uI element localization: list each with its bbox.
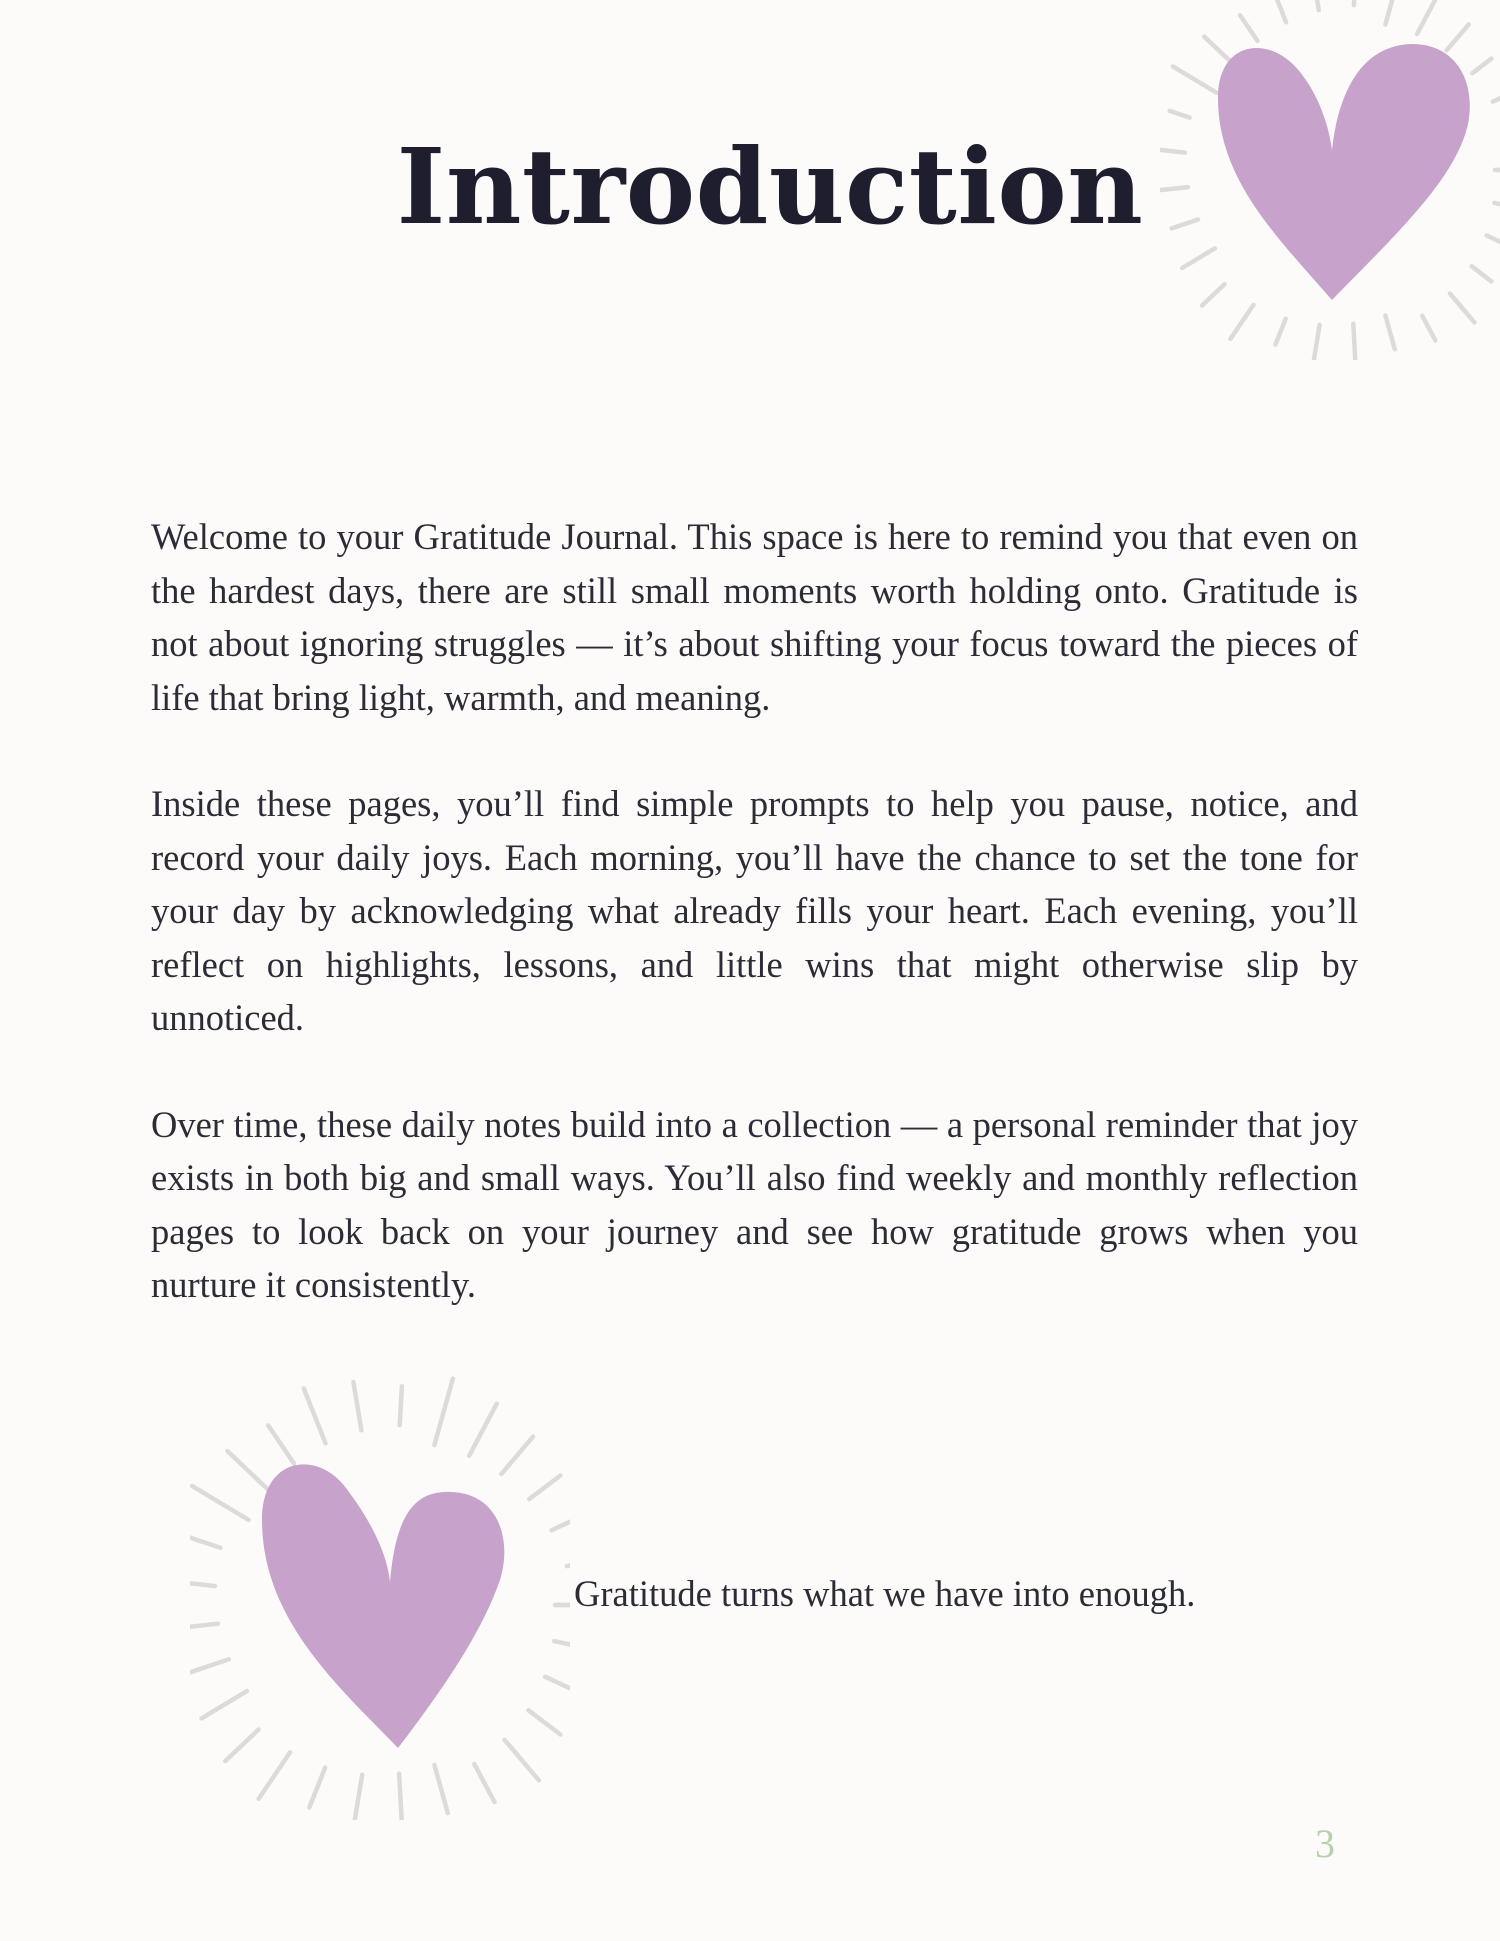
ray-line xyxy=(1353,324,1356,360)
ray-line xyxy=(353,1382,361,1430)
ray-line xyxy=(1202,284,1225,305)
ray-line xyxy=(1240,15,1257,41)
ray-line xyxy=(1354,0,1355,5)
ray-line xyxy=(1172,220,1199,229)
paragraph-1: Welcome to your Gratitude Journal. This space is here to remind you that even on the hardest days, there are still small moments worth holding onto. Gratitude is not about ignoring struggles — it’s about shifting your focus toward the pieces of life that bring light, warmth, and meaning. xyxy=(151,516,1358,718)
ray-line xyxy=(545,1677,570,1698)
ray-line xyxy=(225,1730,258,1762)
ray-line xyxy=(554,1641,570,1654)
ray-line xyxy=(1182,248,1215,268)
ray-line xyxy=(1450,294,1475,323)
ray-line xyxy=(529,1476,560,1500)
ray-line xyxy=(1314,325,1320,360)
heart-shape xyxy=(262,1464,504,1748)
heart-icon xyxy=(190,1370,570,1820)
ray-line xyxy=(304,1389,326,1444)
ray-line xyxy=(1493,86,1500,102)
ray-line xyxy=(1487,236,1500,251)
page-number: 3 xyxy=(1315,1821,1335,1866)
ray-line xyxy=(190,1581,215,1586)
ray-line xyxy=(1447,24,1469,50)
ray-line xyxy=(1472,266,1492,281)
ray-line xyxy=(309,1768,325,1808)
ray-line xyxy=(190,1536,220,1547)
ray-line xyxy=(268,1425,294,1463)
paragraph-2: Inside these pages, you’ll find simple prompts to help you pause, notice, and record your daily joys. Each morning, you’ll have the chance to set the tone for your day by acknowledging what already fills your heart. Each evening, you’ll reflect on highlights, lessons, and little wins that might otherwise slip by unnoticed. xyxy=(151,783,1358,1038)
ray-line xyxy=(1494,203,1500,213)
ray-line xyxy=(1160,149,1185,152)
ray-line xyxy=(469,1404,497,1456)
ray-line xyxy=(1270,0,1286,22)
heart-icon xyxy=(1160,0,1500,360)
ray-line xyxy=(1385,316,1394,350)
intro-body xyxy=(151,510,1358,1365)
ray-line xyxy=(190,1624,218,1630)
ray-line xyxy=(202,1691,247,1718)
heart-shape xyxy=(1218,44,1470,300)
ray-line xyxy=(1275,319,1285,345)
ray-line xyxy=(434,1765,447,1813)
ray-line xyxy=(552,1508,571,1530)
ray-line xyxy=(1160,187,1188,191)
ray-line xyxy=(1170,111,1190,118)
page-title: Introduction xyxy=(396,125,1144,248)
paragraph-3: Over time, these daily notes build into a collection — a personal reminder that joy exists in both big and small ways. You’ll also find weekly and monthly reflection pages to look back on your journey and see how gratitude grows when you nurture it consistently. xyxy=(151,1103,1358,1305)
ray-line xyxy=(1313,0,1319,10)
ray-line xyxy=(192,1486,249,1520)
ray-line xyxy=(1472,59,1491,74)
ray-line xyxy=(529,1710,561,1734)
ray-line xyxy=(501,1437,533,1474)
ray-line xyxy=(1417,0,1438,34)
ray-line xyxy=(505,1740,539,1780)
ray-line xyxy=(227,1451,268,1490)
ray-line xyxy=(354,1775,363,1820)
ray-line xyxy=(474,1764,494,1802)
ray-line xyxy=(434,1379,453,1446)
ray-line xyxy=(399,1774,403,1820)
ray-line xyxy=(400,1386,402,1425)
quote-text: Gratitude turns what we have into enough. xyxy=(574,1573,1196,1614)
ray-line xyxy=(259,1752,290,1798)
ray-line xyxy=(1385,0,1399,25)
ray-line xyxy=(190,1659,229,1673)
ray-line xyxy=(567,1557,570,1566)
ray-line xyxy=(1422,316,1435,341)
ray-line xyxy=(1231,305,1254,339)
ray-line xyxy=(1173,66,1217,92)
